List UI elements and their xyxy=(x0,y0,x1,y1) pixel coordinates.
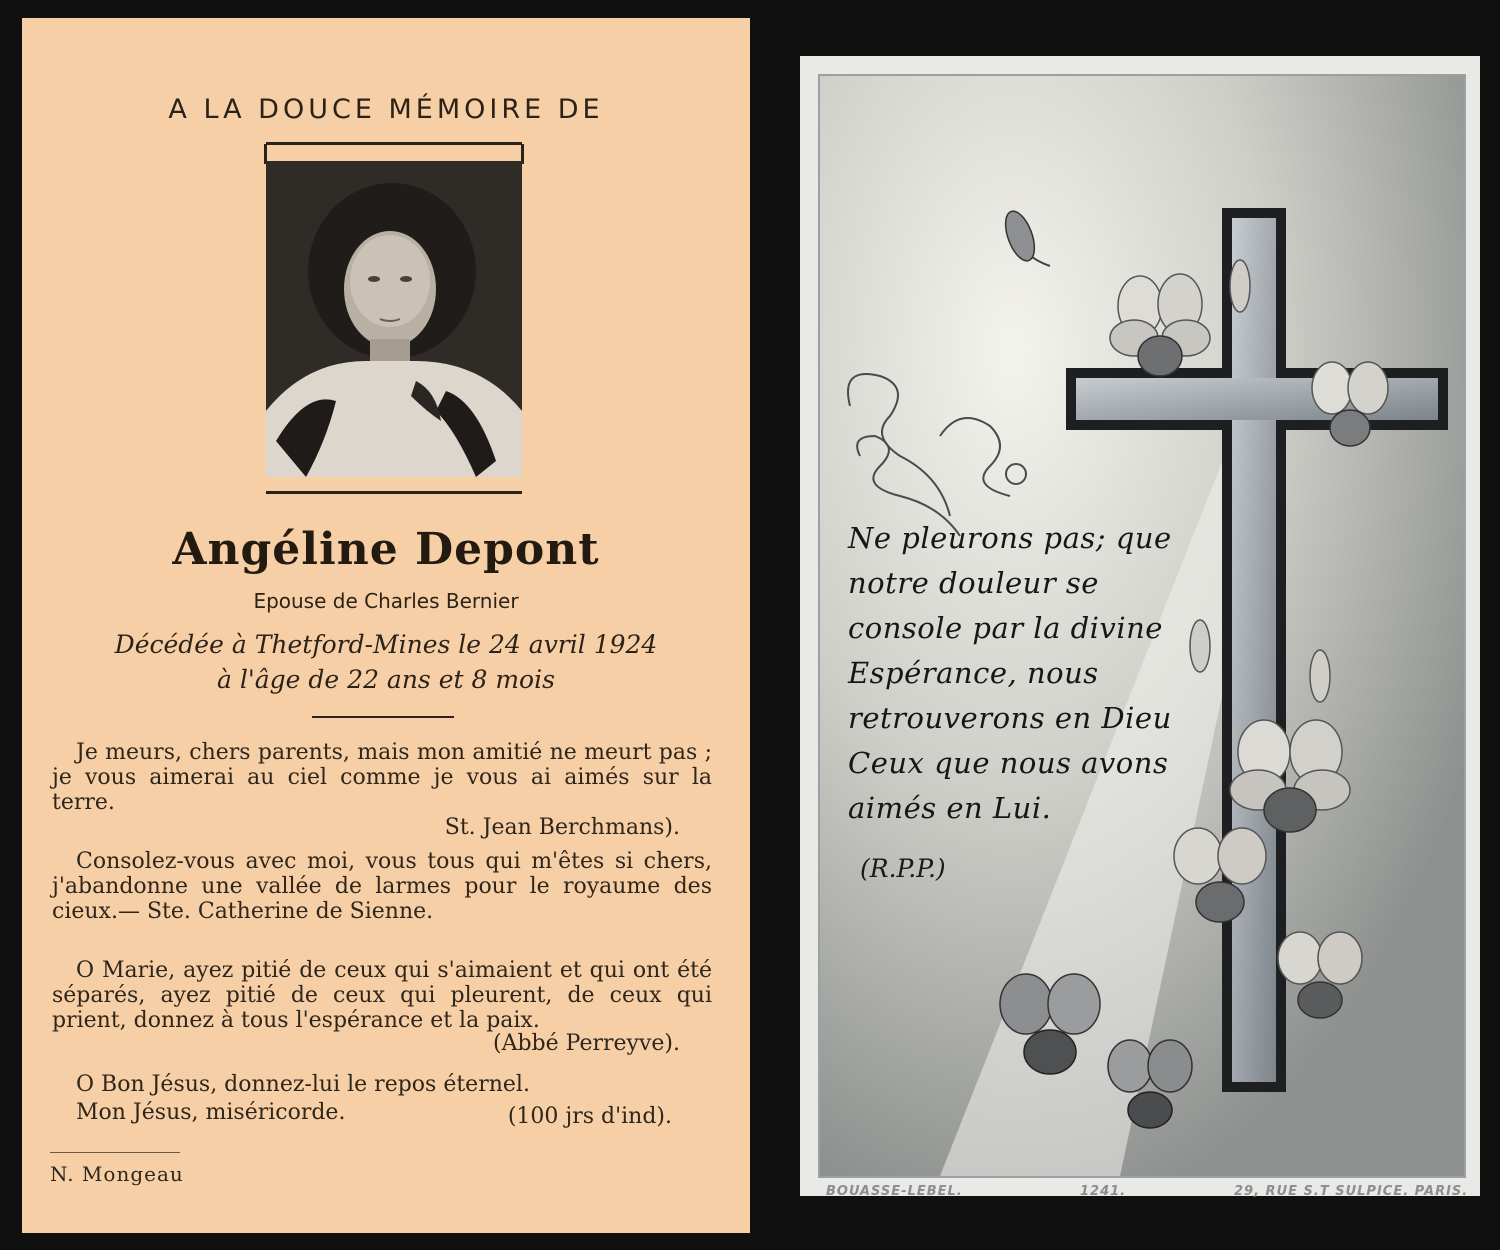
quote-perreyve: O Marie, ayez pitié de ceux qui s'aimaient et qui ont été séparés, ayez pitié de ceux qui pleurent, de ceux qui prient, donnez à tous l'espérance et la paix. xyxy=(52,958,712,1033)
footer-rule xyxy=(50,1152,180,1153)
portrait-frame xyxy=(266,142,522,494)
prayer-line: Mon Jésus, miséricorde. xyxy=(76,1100,346,1125)
indulgence-note: (100 jrs d'ind). xyxy=(507,1104,672,1129)
verse-author: (R.P.P.) xyxy=(860,854,946,883)
consolation-verse: Ne pleurons pas; que notre douleur se console par la divine Espérance, nous retrouverons en Dieu Ceux que nous avons aimés en Lui. xyxy=(848,521,1172,825)
spouse-line: Epouse de Charles Bernier xyxy=(253,589,519,613)
deceased-name: Angéline Depont xyxy=(172,524,600,575)
quote-berchmans: Je meurs, chers parents, mais mon amitié ne meurt pas ; je vous aimerai au ciel comme je vous ai aimés sur la terre. xyxy=(52,740,712,815)
prayer-line: O Bon Jésus, donnez-lui le repos éternel. xyxy=(76,1072,530,1097)
cross-illustration-panel xyxy=(818,74,1466,1178)
card-number: 1241. xyxy=(1080,1184,1127,1199)
card-heading: A LA DOUCE MÉMOIRE DE xyxy=(168,94,604,125)
divider xyxy=(312,716,454,718)
age-line: à l'âge de 22 ans et 8 mois xyxy=(217,665,555,694)
memorial-card-front xyxy=(22,18,750,1233)
memorial-card-back xyxy=(800,56,1480,1196)
quote-catherine: Consolez-vous avec moi, vous tous qui m'êtes si chers, j'abandonne une vallée de larmes pour le royaume des cieux.— Ste. Catherine de Sienne. xyxy=(52,849,712,924)
quote-author: St. Jean Berchmans). xyxy=(444,815,680,840)
publisher-name: BOUASSE-LEBEL. xyxy=(826,1184,963,1199)
publisher-address: 29, RUE S.T SULPICE. PARIS. xyxy=(1234,1184,1469,1199)
printer-credit: N. Mongeau xyxy=(50,1162,184,1186)
quote-author: (Abbé Perreyve). xyxy=(493,1031,680,1056)
portrait-photo xyxy=(266,161,522,477)
death-date-line: Décédée à Thetford-Mines le 24 avril 1924 xyxy=(114,630,658,659)
